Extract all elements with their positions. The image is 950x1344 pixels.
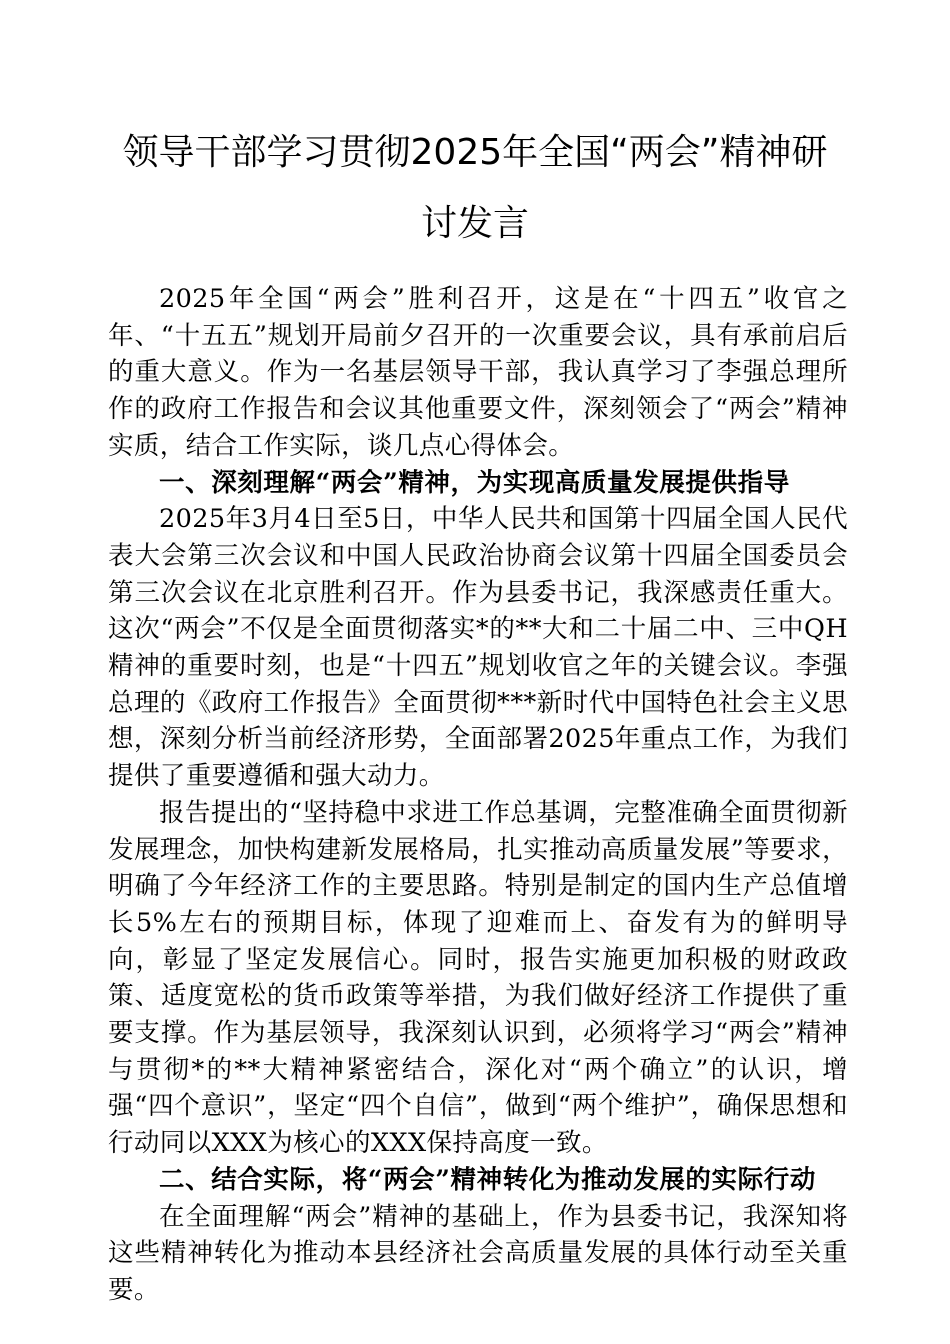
document-title-line-1: 领导干部学习贯彻2025年全国“两会”精神研 [122,132,828,173]
section-1-paragraph-2: 报告提出的“坚持稳中求进工作总基调，完整准确全面贯彻新发展理念，加快构建新发展格局，扎实推动高质量发展”等要求，明确了今年经济工作的主要思路。特别是制定的国内生产总值增长5%左右的预期目标，体现了迎难而上、奋发有为的鲜明导向，彰显了坚定发展信心。同时，报告实施更加积极的财政政策、适度宽松的货币政策等举措，为我们做好经济工作提供了重要支撑。作为基层领导，我深刻认识到，必须将学习“两会”精神与贯彻*的**大精神紧密结合，深化对“两个确立”的认识，增强“四个意识”，坚定“四个自信”，做到“两个维护”，确保思想和行动同以XXX为核心的XXX保持高度一致。 [108,797,848,1159]
section-2-paragraph-1: 在全面理解“两会”精神的基础上，作为县委书记，我深知将这些精神转化为推动本县经济社会高质量发展的具体行动至关重要。 [108,1201,848,1305]
document-body [108,281,848,1309]
document-title-line-2: 讨发言 [420,203,529,244]
section-heading-2: 二、结合实际，将“两会”精神转化为推动发展的实际行动 [159,1164,816,1195]
intro-paragraph: 2025年全国“两会”胜利召开，这是在“十四五”收官之年、“十五五”规划开局前夕召开的一次重要会议，具有承前启后的重大意义。作为一名基层领导干部，我认真学习了李强总理所作的政府工作报告和会议其他重要文件，深刻领会了“两会”精神实质，结合工作实际，谈几点心得体会。 [108,284,848,461]
section-1-paragraph-1: 2025年3月4日至5日，中华人民共和国第十四届全国人民代表大会第三次会议和中国人民政治协商会议第十四届全国委员会第三次会议在北京胜利召开。作为县委书记，我深感责任重大。这次“两会”不仅是全面贯彻落实*的**大和二十届二中、三中QH精神的重要时刻，也是“十四五”规划收官之年的关键会议。李强总理的《政府工作报告》全面贯彻***新时代中国特色社会主义思想，深刻分析当前经济形势，全面部署2025年重点工作，为我们提供了重要遵循和强大动力。 [108,504,848,792]
section-heading-1: 一、深刻理解“两会”精神，为实现高质量发展提供指导 [159,467,790,498]
